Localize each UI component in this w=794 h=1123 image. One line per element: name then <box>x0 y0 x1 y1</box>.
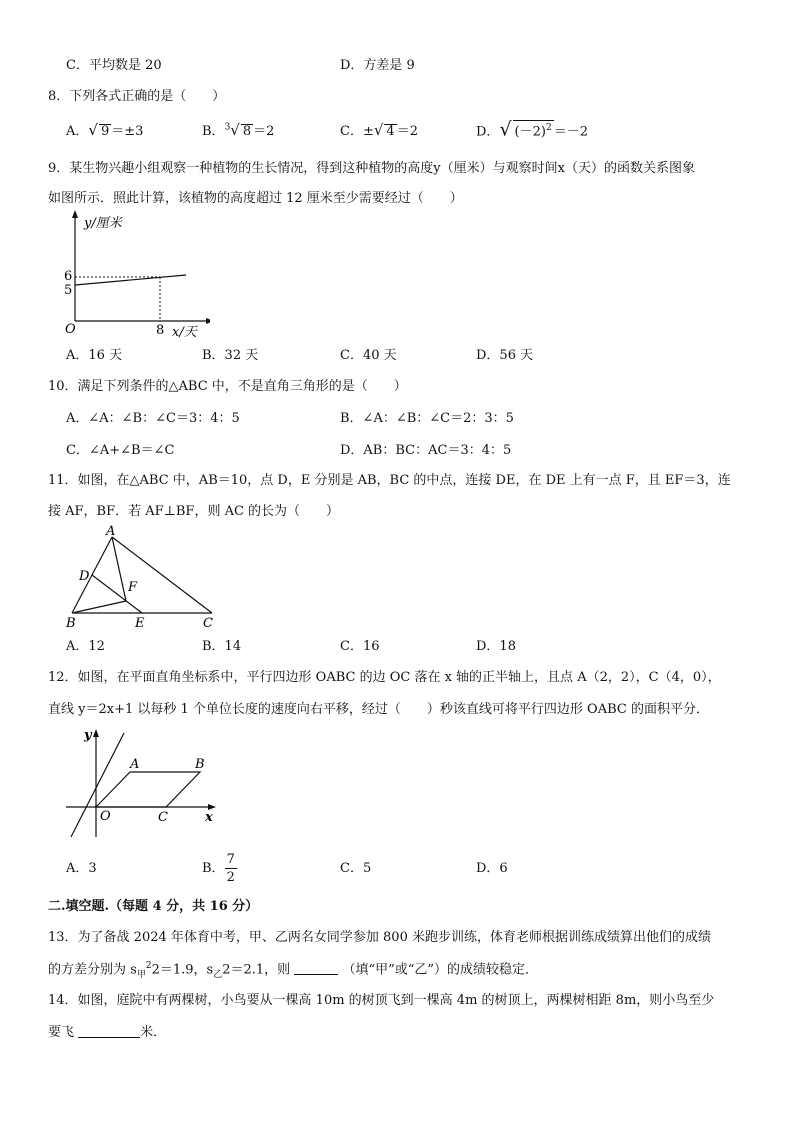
q7-option-c: C．平均数是 20 <box>66 58 162 73</box>
q11-line1: 11．如图，在△ABC 中，AB＝10，点 D，E 分别是 AB，BC 的中点，连接 DE，在 DE 上有一点 F，且 EF＝3，连 <box>48 473 731 488</box>
q11-label-b: B <box>66 616 76 630</box>
q12-label-o: O <box>100 809 111 824</box>
q12-line1: 12．如图，在平面直角坐标系中，平行四边形 OABC 的边 OC 落在 x 轴的正半轴上，且点 A（2，2），C（4，0）， <box>48 670 721 685</box>
q12-label-x: x <box>205 810 213 825</box>
q12-option-c: C．5 <box>340 861 372 876</box>
q9-option-a: A．16 天 <box>66 348 123 363</box>
q11-label-a: A <box>106 525 116 539</box>
q12-option-d: D．6 <box>476 861 508 876</box>
q13-answer-blank[interactable] <box>294 974 338 975</box>
q12-coordinate-figure <box>60 725 225 843</box>
q7-option-d: D．方差是 9 <box>340 58 415 73</box>
q10-option-a: A．∠A：∠B：∠C＝3：4：5 <box>66 411 240 426</box>
q9-graph <box>60 208 210 338</box>
q12-label-y: y <box>84 728 92 743</box>
q8-option-c: C．±√ 4 ＝2 <box>340 121 418 139</box>
q8-stem: 8．下列各式正确的是（ ） <box>48 89 226 104</box>
q11-option-b: B．14 <box>202 639 242 654</box>
q8-option-b: B．$^3$√ 8 ＝2 <box>202 121 275 139</box>
q11-triangle-figure <box>60 525 230 630</box>
q11-label-c: C <box>203 616 213 630</box>
section-2-title: 二.填空题.（每题 4 分，共 16 分） <box>48 899 259 914</box>
q14-line2: 要飞 米． <box>48 1025 167 1040</box>
q14-answer-blank[interactable] <box>78 1037 140 1038</box>
q9-y-label: y/厘米 <box>84 216 122 231</box>
q10-option-c: C．∠A+∠B＝∠C <box>66 443 175 458</box>
q10-option-d: D．AB：BC：AC＝3：4：5 <box>340 443 512 458</box>
q9-line2: 如图所示．照此计算，该植物的高度超过 12 厘米至少需要经过（ ） <box>48 191 463 206</box>
q12-label-b: B <box>195 757 205 772</box>
q12-label-c: C <box>158 810 168 825</box>
q12-line-y-2x-1 <box>71 733 124 837</box>
q9-origin: O <box>65 322 76 337</box>
q9-x-tick-8: 8 <box>156 323 165 338</box>
q8-a-radicand: 9 <box>100 124 110 139</box>
q8-option-d: D．√ $(-2)^2 =-2$ <box>476 118 588 141</box>
q9-line1: 9．某生物兴趣小组观察一种植物的生长情况，得到这种植物的高度y（厘米）与观察时间x（天）的函数关系图象 <box>48 161 695 176</box>
q13-line1: 13．为了备战 2024 年体育中考，甲、乙两名女同学参加 800 米跑步训练，体育老师根据训练成绩算出他们的成绩 <box>48 930 711 945</box>
q9-option-b: B．32 天 <box>202 348 259 363</box>
q9-option-d: D．56 天 <box>476 348 534 363</box>
q10-option-b: B．∠A：∠B：∠C＝2：3：5 <box>340 411 514 426</box>
q12-line2: 直线 y＝2x+1 以每秒 1 个单位长度的速度向右平移，经过（ ）秒该直线可将平行四边形 OABC 的面积平分． <box>48 702 709 717</box>
q11-label-e: E <box>135 616 145 630</box>
q8-option-a: A．√ 9 ＝±3 <box>66 121 144 139</box>
q11-option-c: C．16 <box>340 639 380 654</box>
q14-line1: 14．如图，庭院中有两棵树，小鸟要从一棵高 10m 的树顶飞到一棵高 4m 的树顶上，两棵树相距 8m，则小鸟至少 <box>48 993 715 1008</box>
q11-option-a: A．12 <box>66 639 105 654</box>
q11-line2: 接 AF，BF．若 AF⊥BF，则 AC 的长为（ ） <box>48 504 340 519</box>
q12-parallelogram <box>96 772 200 807</box>
q11-label-d: D <box>79 569 90 584</box>
q9-x-label: x/天 <box>172 325 197 338</box>
q10-stem: 10．满足下列条件的△ABC 中，不是直角三角形的是（ ） <box>48 379 407 394</box>
q9-y-tick-6: 6 <box>64 269 73 284</box>
q12-option-a: A．3 <box>66 861 97 876</box>
q9-y-tick-5: 5 <box>64 283 73 298</box>
q12-option-b: B． $\frac{7}{2}$ <box>202 852 235 885</box>
q13-line2: 的方差分别为 $s_甲^22=1.9$，$s_乙2=2.1$，则 （填“甲”或“乙”）的成绩较稳定． <box>48 961 539 980</box>
q12-label-a: A <box>130 757 140 772</box>
q9-option-c: C．40 天 <box>340 348 397 363</box>
q11-option-d: D．18 <box>476 639 516 654</box>
q11-label-f: F <box>128 580 138 595</box>
